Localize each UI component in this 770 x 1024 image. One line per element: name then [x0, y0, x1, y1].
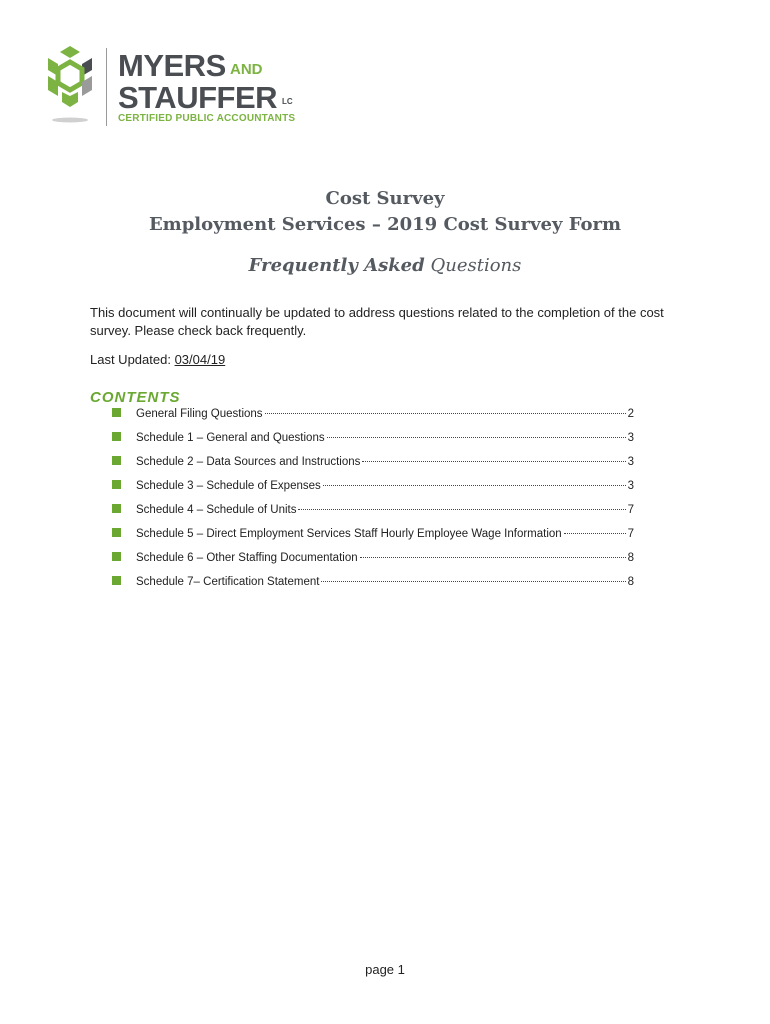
square-bullet-icon [112, 576, 121, 585]
toc-dot-leader [265, 413, 626, 414]
logo-tagline: CERTIFIED PUBLIC ACCOUNTANTS [118, 113, 296, 124]
last-updated [90, 351, 225, 369]
toc-entry-label: Schedule 1 – General and Questions [136, 432, 325, 444]
faq-heading-bold: Frequently Asked [248, 255, 425, 276]
logo-suffix-lc: LC [282, 97, 293, 106]
page-number: page 1 [365, 962, 405, 977]
document-subtitle: Employment Services – 2019 Cost Survey Form [148, 214, 622, 235]
document-title: Cost Survey [325, 188, 445, 209]
toc-dot-leader [362, 461, 625, 462]
square-bullet-icon [112, 528, 121, 537]
toc-dot-leader [564, 533, 626, 534]
logo-divider [106, 48, 107, 126]
toc-entry-label: Schedule 5 – Direct Employment Services Staff Hourly Employee Wage Information [136, 528, 562, 540]
toc-entry-page: 3 [627, 456, 634, 468]
contents-heading: CONTENTS [90, 389, 181, 406]
toc-entry-label: Schedule 2 – Data Sources and Instructions [136, 456, 361, 468]
last-updated-label: Last Updated: [90, 352, 171, 367]
toc-entry-page: 2 [627, 408, 634, 420]
toc-entry[interactable] [112, 528, 634, 552]
toc-entry-label: Schedule 3 – Schedule of Expenses [136, 480, 321, 492]
document-title-block [0, 186, 770, 278]
last-updated-date: 03/04/19 [174, 352, 226, 367]
cube-logo-icon [40, 42, 100, 126]
toc-entry[interactable] [112, 552, 634, 576]
toc-entry-page: 8 [627, 552, 634, 564]
toc-entry-page: 7 [627, 528, 634, 540]
intro-paragraph: This document will continually be updated to address questions related to the completion of the cost survey. Please check back frequently. [90, 305, 664, 338]
toc-entry[interactable] [112, 408, 634, 432]
toc-dot-leader [298, 509, 625, 510]
toc-entry-label: Schedule 4 – Schedule of Units [136, 504, 297, 516]
toc-entry[interactable] [112, 456, 634, 480]
toc-entry-label: General Filing Questions [136, 408, 263, 420]
toc-entry-page: 3 [627, 480, 634, 492]
logo-word-and: AND [230, 61, 263, 78]
toc-entry[interactable] [112, 432, 634, 456]
faq-heading-rest: Questions [430, 255, 522, 276]
toc-entry[interactable] [112, 480, 634, 504]
square-bullet-icon [112, 456, 121, 465]
toc-entry-page: 3 [627, 432, 634, 444]
square-bullet-icon [112, 432, 121, 441]
toc-entry-label: Schedule 7– Certification Statement [136, 576, 320, 588]
toc-dot-leader [327, 437, 626, 438]
toc-entry[interactable] [112, 504, 634, 528]
square-bullet-icon [112, 480, 121, 489]
toc-entry-label: Schedule 6 – Other Staffing Documentation [136, 552, 358, 564]
toc-entry[interactable] [112, 576, 634, 600]
logo-word-stauffer: STAUFFER [118, 80, 278, 115]
faq-heading [0, 254, 770, 278]
toc-dot-leader [321, 581, 625, 582]
toc-entry-page: 7 [627, 504, 634, 516]
company-logo [40, 42, 310, 132]
square-bullet-icon [112, 504, 121, 513]
logo-word-myers: MYERS [118, 48, 226, 83]
toc-entry-page: 8 [627, 576, 634, 588]
square-bullet-icon [112, 408, 121, 417]
toc-dot-leader [323, 485, 626, 486]
square-bullet-icon [112, 552, 121, 561]
table-of-contents [112, 408, 634, 600]
toc-dot-leader [360, 557, 626, 558]
